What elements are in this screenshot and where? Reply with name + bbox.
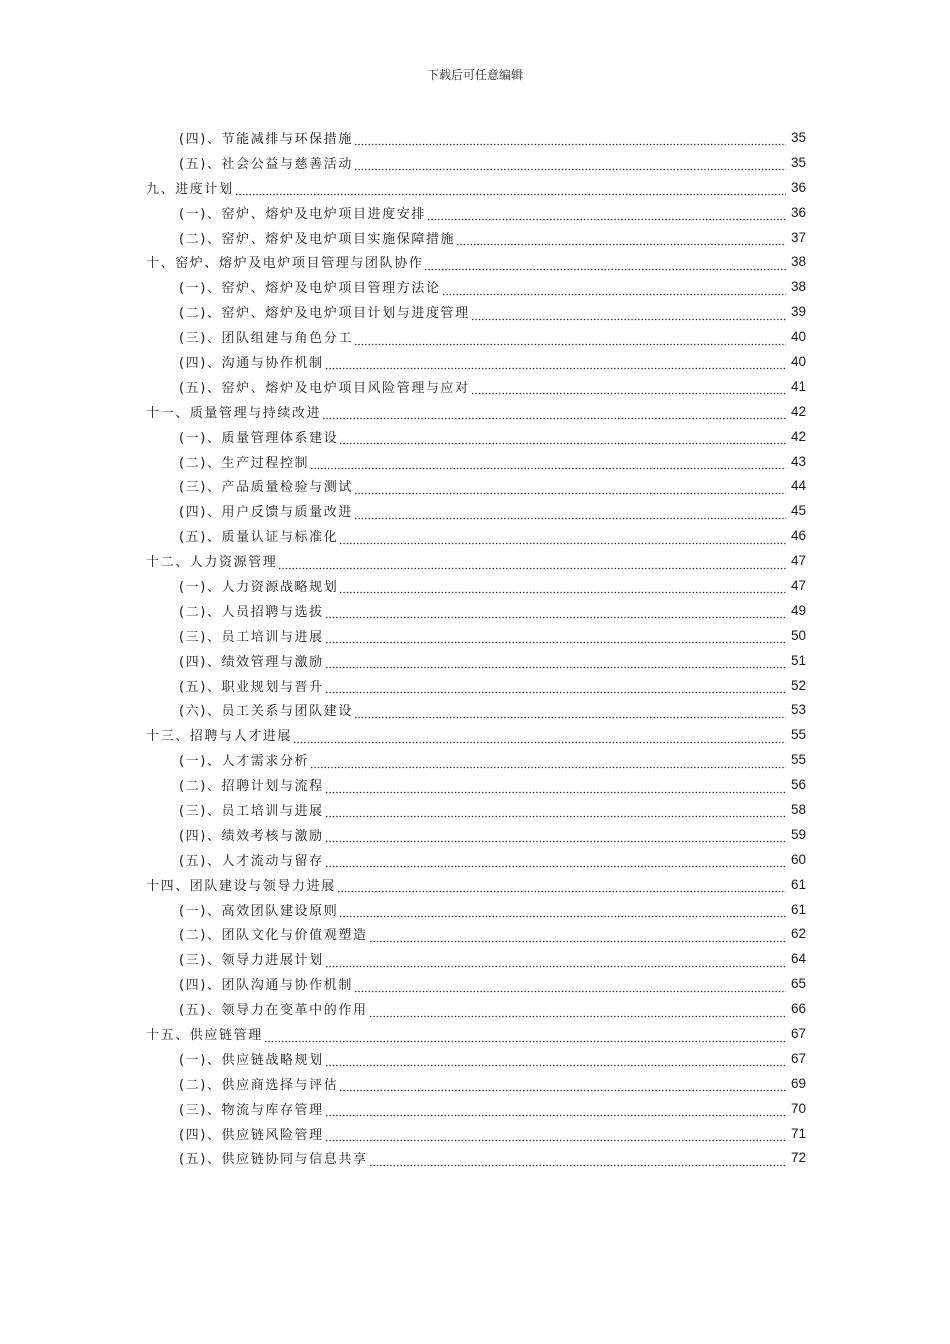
toc-entry-title: (五)、领导力在变革中的作用 bbox=[179, 1003, 368, 1019]
toc-dot-leader bbox=[278, 558, 786, 570]
toc-dot-leader bbox=[354, 707, 786, 719]
toc-entry-title: (三)、团队组建与角色分工 bbox=[179, 331, 353, 347]
toc-entry-title: (一)、质量管理体系建设 bbox=[179, 430, 339, 446]
toc-section-entry[interactable] bbox=[0, 996, 950, 1021]
toc-section-entry[interactable] bbox=[0, 648, 950, 673]
toc-entry-title: 十一、质量管理与持续改进 bbox=[146, 405, 322, 421]
toc-entry-title: (二)、窑炉、熔炉及电炉项目实施保障措施 bbox=[179, 231, 456, 247]
toc-dot-leader bbox=[354, 134, 786, 146]
toc-section-entry[interactable] bbox=[0, 573, 950, 598]
toc-section-entry[interactable] bbox=[0, 274, 950, 299]
toc-section-entry[interactable] bbox=[0, 598, 950, 623]
toc-entry-title: (二)、人员招聘与选拔 bbox=[179, 604, 324, 620]
toc-dot-leader bbox=[456, 234, 786, 246]
toc-section-entry[interactable] bbox=[0, 299, 950, 324]
toc-dot-leader bbox=[325, 607, 786, 619]
toc-page-number: 59 bbox=[790, 826, 806, 842]
toc-dot-leader bbox=[354, 981, 786, 993]
toc-section-entry[interactable] bbox=[0, 1146, 950, 1171]
toc-page-number: 36 bbox=[790, 179, 806, 195]
toc-section-entry[interactable] bbox=[0, 449, 950, 474]
toc-dot-leader bbox=[325, 956, 786, 968]
toc-section-entry[interactable] bbox=[0, 922, 950, 947]
toc-section-entry[interactable] bbox=[0, 697, 950, 722]
toc-dot-leader bbox=[310, 458, 786, 470]
toc-entry-title: (二)、团队文化与价值观塑造 bbox=[179, 928, 368, 944]
toc-dot-leader bbox=[369, 931, 786, 943]
toc-section-entry[interactable] bbox=[0, 1071, 950, 1096]
toc-dot-leader bbox=[339, 1080, 786, 1092]
toc-chapter-entry[interactable] bbox=[0, 175, 950, 200]
toc-page-number: 44 bbox=[790, 478, 806, 494]
toc-page-number: 67 bbox=[790, 1050, 806, 1066]
toc-dot-leader bbox=[354, 334, 786, 346]
toc-dot-leader bbox=[325, 831, 786, 843]
toc-entry-title: (三)、领导力进展计划 bbox=[179, 953, 324, 969]
toc-page-number: 70 bbox=[790, 1100, 806, 1116]
toc-page-number: 71 bbox=[790, 1125, 806, 1141]
toc-entry-title: (四)、绩效考核与激励 bbox=[179, 828, 324, 844]
toc-page-number: 40 bbox=[790, 353, 806, 369]
toc-dot-leader bbox=[235, 184, 786, 196]
toc-page-number: 45 bbox=[790, 503, 806, 519]
toc-section-entry[interactable] bbox=[0, 374, 950, 399]
toc-section-entry[interactable] bbox=[0, 324, 950, 349]
toc-entry-title: (五)、供应链协同与信息共享 bbox=[179, 1152, 368, 1168]
toc-page-number: 62 bbox=[790, 926, 806, 942]
toc-entry-title: 十二、人力资源管理 bbox=[146, 555, 278, 571]
toc-page-number: 58 bbox=[790, 801, 806, 817]
toc-entry-title: (五)、窑炉、熔炉及电炉项目风险管理与应对 bbox=[179, 380, 470, 396]
toc-entry-title: (五)、社会公益与慈善活动 bbox=[179, 156, 353, 172]
toc-page-number: 47 bbox=[790, 577, 806, 593]
toc-section-entry[interactable] bbox=[0, 623, 950, 648]
toc-entry-title: (二)、窑炉、熔炉及电炉项目计划与进度管理 bbox=[179, 306, 470, 322]
toc-section-entry[interactable] bbox=[0, 225, 950, 250]
toc-entry-title: (三)、产品质量检验与测试 bbox=[179, 480, 353, 496]
toc-dot-leader bbox=[293, 732, 786, 744]
toc-entry-title: (三)、员工培训与进展 bbox=[179, 629, 324, 645]
toc-entry-title: (五)、质量认证与标准化 bbox=[179, 530, 339, 546]
toc-page-number: 46 bbox=[790, 528, 806, 544]
toc-dot-leader bbox=[325, 1055, 786, 1067]
toc-page-number: 35 bbox=[790, 154, 806, 170]
toc-section-entry[interactable] bbox=[0, 523, 950, 548]
toc-page-number: 69 bbox=[790, 1075, 806, 1091]
toc-entry-title: (五)、人才流动与留存 bbox=[179, 853, 324, 869]
toc-entry-title: (五)、职业规划与晋升 bbox=[179, 679, 324, 695]
toc-dot-leader bbox=[442, 284, 786, 296]
toc-page-number: 42 bbox=[790, 403, 806, 419]
toc-dot-leader bbox=[325, 856, 786, 868]
toc-page-number: 53 bbox=[790, 702, 806, 718]
toc-dot-leader bbox=[339, 582, 786, 594]
page-header: 下载后可任意编辑 bbox=[426, 68, 523, 82]
toc-entry-title: 十、窑炉、熔炉及电炉项目管理与团队协作 bbox=[146, 256, 424, 272]
toc-dot-leader bbox=[427, 209, 786, 221]
toc-section-entry[interactable] bbox=[0, 349, 950, 374]
toc-section-entry[interactable] bbox=[0, 797, 950, 822]
toc-dot-leader bbox=[325, 1130, 786, 1142]
toc-entry-title: (四)、团队沟通与协作机制 bbox=[179, 978, 353, 994]
toc-dot-leader bbox=[325, 358, 786, 370]
toc-page-number: 35 bbox=[790, 129, 806, 145]
toc-dot-leader bbox=[325, 1105, 786, 1117]
toc-entry-title: (四)、供应链风险管理 bbox=[179, 1127, 324, 1143]
toc-page-number: 38 bbox=[790, 254, 806, 270]
toc-dot-leader bbox=[322, 408, 786, 420]
toc-page-number: 43 bbox=[790, 453, 806, 469]
toc-page-number: 40 bbox=[790, 329, 806, 345]
toc-entry-title: (四)、用户反馈与质量改进 bbox=[179, 505, 353, 521]
toc-dot-leader bbox=[471, 383, 786, 395]
toc-page-number: 65 bbox=[790, 976, 806, 992]
table-of-contents bbox=[0, 125, 950, 1170]
toc-section-entry[interactable] bbox=[0, 473, 950, 498]
toc-page-number: 51 bbox=[790, 652, 806, 668]
toc-entry-title: (四)、绩效管理与激励 bbox=[179, 654, 324, 670]
toc-dot-leader bbox=[354, 159, 786, 171]
toc-dot-leader bbox=[310, 757, 786, 769]
toc-page-number: 42 bbox=[790, 428, 806, 444]
toc-chapter-entry[interactable] bbox=[0, 399, 950, 424]
toc-entry-title: (二)、招聘计划与流程 bbox=[179, 779, 324, 795]
toc-dot-leader bbox=[325, 682, 786, 694]
toc-entry-title: 九、进度计划 bbox=[146, 181, 234, 197]
toc-entry-title: (一)、窑炉、熔炉及电炉项目管理方法论 bbox=[179, 281, 441, 297]
toc-chapter-entry[interactable] bbox=[0, 548, 950, 573]
toc-chapter-entry[interactable] bbox=[0, 722, 950, 747]
toc-chapter-entry[interactable] bbox=[0, 1021, 950, 1046]
toc-section-entry[interactable] bbox=[0, 772, 950, 797]
toc-entry-title: (三)、物流与库存管理 bbox=[179, 1102, 324, 1118]
toc-section-entry[interactable] bbox=[0, 498, 950, 523]
toc-section-entry[interactable] bbox=[0, 424, 950, 449]
toc-page-number: 72 bbox=[790, 1150, 806, 1166]
toc-dot-leader bbox=[339, 433, 786, 445]
toc-dot-leader bbox=[369, 1155, 786, 1167]
toc-section-entry[interactable] bbox=[0, 673, 950, 698]
toc-section-entry[interactable] bbox=[0, 897, 950, 922]
toc-dot-leader bbox=[325, 782, 786, 794]
toc-dot-leader bbox=[424, 259, 786, 271]
toc-page-number: 36 bbox=[790, 204, 806, 220]
toc-entry-title: (二)、供应商选择与评估 bbox=[179, 1077, 339, 1093]
toc-dot-leader bbox=[264, 1031, 786, 1043]
toc-dot-leader bbox=[369, 1006, 786, 1018]
toc-section-entry[interactable] bbox=[0, 125, 950, 150]
toc-page-number: 66 bbox=[790, 1001, 806, 1017]
toc-section-entry[interactable] bbox=[0, 847, 950, 872]
toc-section-entry[interactable] bbox=[0, 150, 950, 175]
toc-section-entry[interactable] bbox=[0, 971, 950, 996]
toc-page-number: 56 bbox=[790, 777, 806, 793]
toc-entry-title: (一)、窑炉、熔炉及电炉项目进度安排 bbox=[179, 206, 426, 222]
toc-entry-title: (四)、沟通与协作机制 bbox=[179, 355, 324, 371]
toc-dot-leader bbox=[339, 533, 786, 545]
toc-page-number: 61 bbox=[790, 901, 806, 917]
toc-page-number: 64 bbox=[790, 951, 806, 967]
toc-chapter-entry[interactable] bbox=[0, 249, 950, 274]
toc-entry-title: 十四、团队建设与领导力进展 bbox=[146, 878, 336, 894]
toc-page-number: 49 bbox=[790, 602, 806, 618]
toc-page-number: 38 bbox=[790, 279, 806, 295]
toc-entry-title: 十五、供应链管理 bbox=[146, 1028, 263, 1043]
toc-page-number: 67 bbox=[790, 1026, 806, 1041]
toc-chapter-entry[interactable] bbox=[0, 872, 950, 897]
toc-section-entry[interactable] bbox=[0, 747, 950, 772]
toc-page-number: 47 bbox=[790, 553, 806, 569]
toc-page-number: 52 bbox=[790, 677, 806, 693]
toc-entry-title: (四)、节能减排与环保措施 bbox=[179, 131, 353, 147]
toc-entry-title: 十三、招聘与人才进展 bbox=[146, 729, 293, 745]
toc-dot-leader bbox=[337, 881, 786, 893]
toc-dot-leader bbox=[471, 309, 786, 321]
toc-page-number: 55 bbox=[790, 727, 806, 743]
toc-entry-title: (一)、人力资源战略规划 bbox=[179, 579, 339, 595]
toc-dot-leader bbox=[339, 906, 786, 918]
toc-dot-leader bbox=[325, 806, 786, 818]
toc-page-number: 37 bbox=[790, 229, 806, 245]
toc-page-number: 41 bbox=[790, 378, 806, 394]
toc-page-number: 61 bbox=[790, 876, 806, 892]
toc-dot-leader bbox=[325, 657, 786, 669]
toc-section-entry[interactable] bbox=[0, 1121, 950, 1146]
toc-page-number: 50 bbox=[790, 627, 806, 643]
toc-section-entry[interactable] bbox=[0, 1096, 950, 1121]
toc-entry-title: (三)、员工培训与进展 bbox=[179, 803, 324, 819]
toc-section-entry[interactable] bbox=[0, 822, 950, 847]
toc-section-entry[interactable] bbox=[0, 946, 950, 971]
toc-entry-title: (一)、人才需求分析 bbox=[179, 754, 310, 770]
toc-page-number: 55 bbox=[790, 752, 806, 768]
toc-page-number: 39 bbox=[790, 304, 806, 320]
toc-dot-leader bbox=[354, 508, 786, 520]
toc-entry-title: (六)、员工关系与团队建设 bbox=[179, 704, 353, 720]
toc-entry-title: (一)、高效团队建设原则 bbox=[179, 903, 339, 919]
toc-section-entry[interactable] bbox=[0, 1046, 950, 1071]
toc-entry-title: (一)、供应链战略规划 bbox=[179, 1052, 324, 1068]
toc-dot-leader bbox=[354, 483, 786, 495]
toc-dot-leader bbox=[325, 632, 786, 644]
toc-entry-title: (二)、生产过程控制 bbox=[179, 455, 310, 471]
toc-section-entry[interactable] bbox=[0, 200, 950, 225]
toc-page-number: 60 bbox=[790, 851, 806, 867]
